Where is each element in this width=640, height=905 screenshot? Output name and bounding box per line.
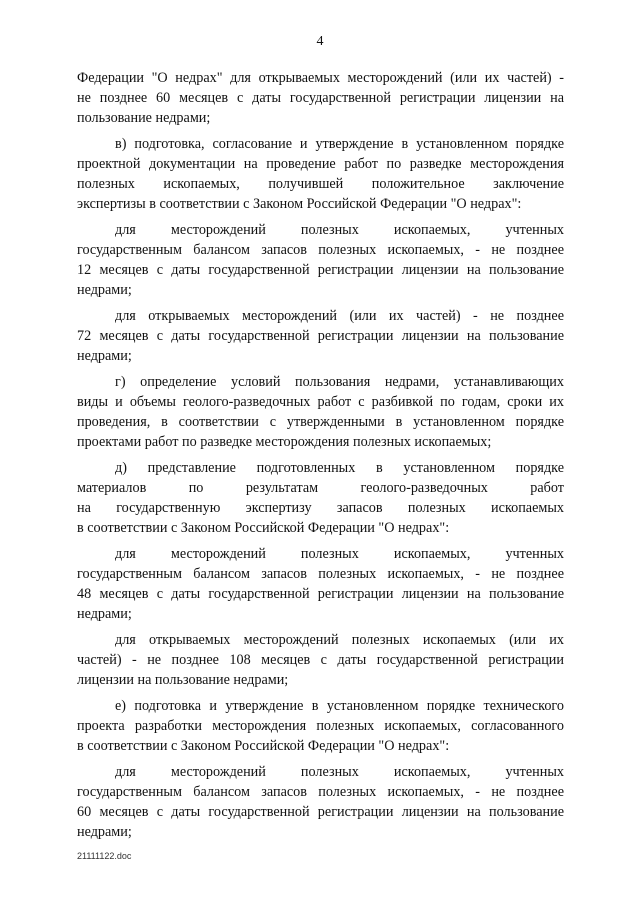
text-line: 12 месяцев с даты государственной регистрации лицензии на пользование bbox=[77, 262, 564, 278]
paragraph-e-start: е) подготовка и утверждение в установленном порядке технического bbox=[115, 698, 564, 714]
text-line: 72 месяцев с даты государственной регистрации лицензии на пользование bbox=[77, 328, 564, 344]
text-line: государственным балансом запасов полезных ископаемых, - не позднее bbox=[77, 784, 564, 800]
text-line: экспертизы в соответствии с Законом Российской Федерации "О недрах": bbox=[77, 196, 522, 212]
text-line: недрами; bbox=[77, 824, 132, 840]
text-line: пользование недрами; bbox=[77, 110, 211, 126]
page-number: 4 bbox=[316, 34, 324, 49]
text-line: недрами; bbox=[77, 348, 132, 364]
text-line: проведения, в соответствии с утвержденными в установленном порядке bbox=[77, 414, 564, 430]
text-line: проектной документации на проведение работ по разведке месторождения bbox=[77, 156, 564, 172]
text-line: для месторождений полезных ископаемых, учтенных bbox=[115, 764, 564, 780]
text-line: государственным балансом запасов полезных ископаемых, - не позднее bbox=[77, 242, 564, 258]
text-line: для открываемых месторождений полезных ископаемых (или их bbox=[115, 632, 564, 648]
text-line: не позднее 60 месяцев с даты государственной регистрации лицензии на bbox=[77, 90, 564, 106]
paragraph-d-start: д) представление подготовленных в установленном порядке bbox=[115, 460, 564, 476]
text-line: Федерации "О недрах" для открываемых месторождений (или их частей) - bbox=[77, 70, 564, 86]
text-line: проектами работ по разведке месторождения полезных ископаемых; bbox=[77, 434, 492, 450]
text-line: 48 месяцев с даты государственной регистрации лицензии на пользование bbox=[77, 586, 564, 602]
text-line: частей) - не позднее 108 месяцев с даты государственной регистрации bbox=[77, 652, 564, 668]
text-line: недрами; bbox=[77, 282, 132, 298]
text-line: для открываемых месторождений (или их частей) - не позднее bbox=[115, 308, 564, 324]
paragraph-v-start: в) подготовка, согласование и утверждение в установленном порядке bbox=[115, 136, 564, 152]
text-line: в соответствии с Законом Российской Федерации "О недрах": bbox=[77, 738, 450, 754]
text-line: на государственную экспертизу запасов полезных ископаемых bbox=[77, 500, 564, 516]
text-line: лицензии на пользование недрами; bbox=[77, 672, 289, 688]
text-line: недрами; bbox=[77, 606, 132, 622]
text-line: проекта разработки месторождения полезных ископаемых, согласованного bbox=[77, 718, 564, 734]
text-line: материалов по результатам геолого-разведочных работ bbox=[77, 480, 564, 496]
document-body bbox=[77, 68, 564, 842]
document-filename: 21111122.doc bbox=[77, 851, 132, 861]
text-line: 60 месяцев с даты государственной регистрации лицензии на пользование bbox=[77, 804, 564, 820]
paragraph-g-start: г) определение условий пользования недрами, устанавливающих bbox=[115, 374, 564, 390]
text-line: государственным балансом запасов полезных ископаемых, - не позднее bbox=[77, 566, 564, 582]
text-line: виды и объемы геолого-разведочных работ с разбивкой по годам, сроки их bbox=[77, 394, 564, 410]
text-line: полезных ископаемых, получившей положительное заключение bbox=[77, 176, 564, 192]
text-line: для месторождений полезных ископаемых, учтенных bbox=[115, 546, 564, 562]
text-line: для месторождений полезных ископаемых, учтенных bbox=[115, 222, 564, 238]
text-line: в соответствии с Законом Российской Федерации "О недрах": bbox=[77, 520, 450, 536]
